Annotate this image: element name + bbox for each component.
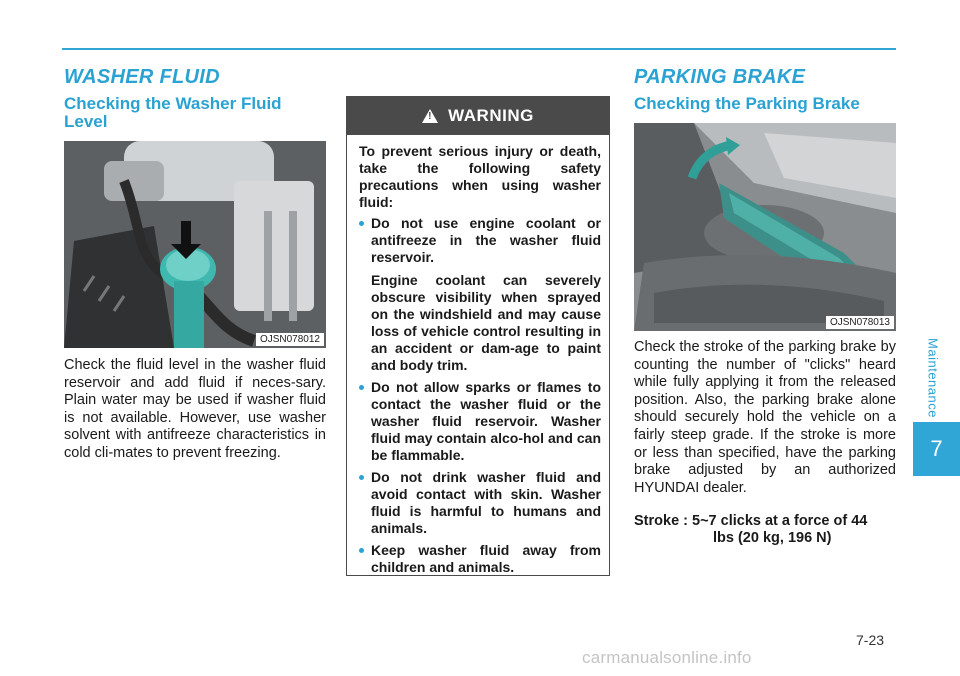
parking-brake-subtitle: Checking the Parking Brake (634, 94, 860, 113)
warning-item-text: Do not allow sparks or flames to contact the washer fluid or the washer fluid reservoir. Washer fluid may contain alco-hol and can be flammable. (371, 379, 601, 463)
parking-brake-section-title: PARKING BRAKE (634, 66, 806, 88)
washer-reservoir-figure (64, 141, 326, 348)
engine-bay-illustration (64, 141, 326, 348)
warning-triangle-icon (422, 109, 438, 123)
warning-header (347, 97, 609, 135)
stroke-spec-continued: lbs (20 kg, 196 N) (713, 530, 832, 546)
top-rule (62, 48, 896, 50)
warning-item (359, 379, 601, 464)
warning-list (359, 215, 601, 576)
washer-fluid-body: Check the fluid level in the washer fluid reservoir and add fluid if neces-sary. Plain water may be used if washer fluid is not available. However, use washer solvent with antifreeze characteristics in cold cli-mates to prevent freezing. (64, 357, 326, 461)
page-number: 7-23 (856, 632, 885, 648)
parking-brake-illustration (634, 123, 896, 331)
warning-item (359, 542, 601, 576)
warning-intro: To prevent serious injury or death, take the following safety precautions when using washer fluid: (359, 143, 601, 210)
figure-caption-right: OJSN078013 (826, 316, 894, 329)
warning-title: WARNING (448, 106, 534, 125)
chapter-tab[interactable]: 7 (913, 422, 960, 476)
watermark: carmanualsonline.info (582, 648, 752, 667)
warning-box (346, 96, 610, 576)
parking-brake-body: Check the stroke of the parking brake by counting the number of "clicks" heard while fully applying it from the released position. Also, the parking brake alone should securely hold the vehicle on a fairly steep grade. If the stroke is more or less than specified, have the parking brake adjusted by an authorized HYUNDAI dealer. (634, 339, 896, 496)
warning-item-text: Keep washer fluid away from children and animals. (371, 542, 601, 575)
warning-item-detail: Engine coolant can severely obscure visibility when sprayed on the windshield and may cause loss of vehicle control resulting in an accident or dam-age to paint and body trim. (371, 272, 601, 373)
chapter-name: Maintenance (925, 338, 941, 418)
figure-caption-left: OJSN078012 (256, 333, 324, 346)
warning-item (359, 215, 601, 374)
warning-item-text: Do not drink washer fluid and avoid contact with skin. Washer fluid is harmful to humans and animals. (371, 469, 601, 536)
stroke-spec: Stroke : 5~7 clicks at a force of 44 (634, 513, 868, 529)
warning-item (359, 469, 601, 537)
parking-brake-figure (634, 123, 896, 331)
chapter-side-label (922, 338, 944, 418)
washer-fluid-section-title: WASHER FLUID (64, 66, 220, 88)
washer-fluid-subtitle: Checking the Washer Fluid Level (64, 94, 282, 131)
warning-item-text: Do not use engine coolant or antifreeze in the washer fluid reservoir. (371, 215, 601, 265)
